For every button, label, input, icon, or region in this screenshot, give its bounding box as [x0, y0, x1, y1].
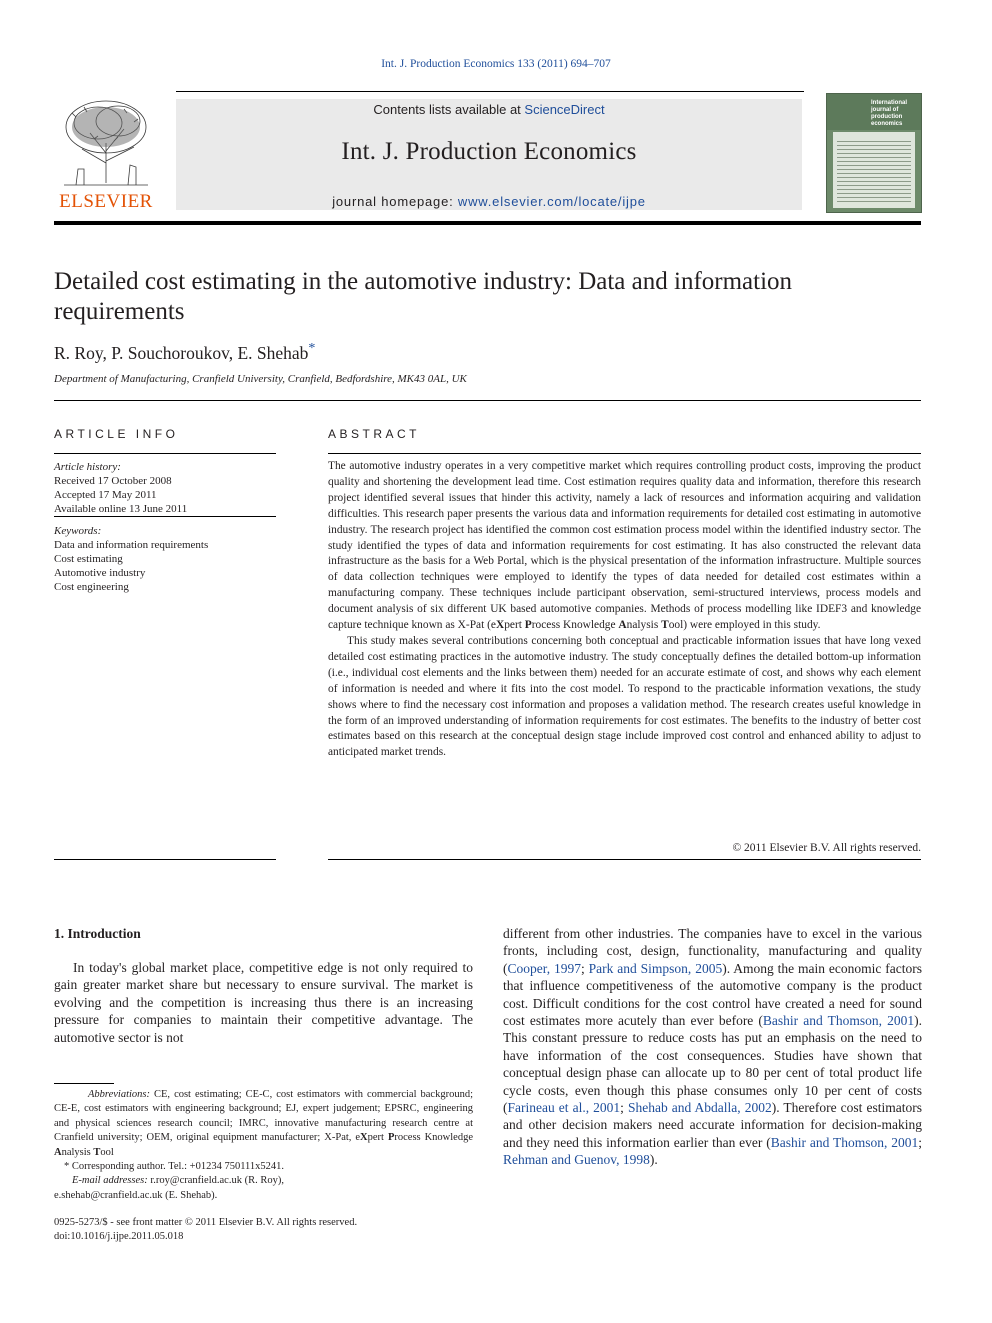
front-matter: [54, 1216, 357, 1245]
abbreviations-footnote: Abbreviations: CE, cost estimating; CE-C, cost estimators with commercial background; CE-E, cost estimators with engineering background; EJ, expert judgement; EPSRC, engineering and physical sciences research council; IMRC, innovative manufacturing research centre at Cranfield university; OEM, original equipment manufacturer; X-Pat, eXpert Process Knowledge Analysis Tool: [54, 1089, 473, 1158]
reference-link[interactable]: Bashir and Thomson, 2001: [770, 1134, 919, 1150]
affiliation: Department of Manufacturing, Cranfield University, Cranfield, Bedfordshire, MK43 0AL, UK: [54, 373, 467, 385]
section-heading-introduction: 1. Introduction: [54, 926, 141, 941]
keyword-item: Cost engineering: [54, 581, 129, 593]
homepage-link[interactable]: www.elsevier.com/locate/ijpe: [457, 194, 646, 209]
online-date: Available online 13 June 2011: [54, 503, 188, 515]
reference-link[interactable]: Park and Simpson, 2005: [588, 960, 723, 976]
received-date: Received 17 October 2008: [54, 475, 172, 487]
corresponding-author-mark[interactable]: *: [308, 341, 316, 356]
abstract-heading: ABSTRACT: [328, 427, 421, 441]
keywords-block: [54, 524, 276, 594]
title-rule: [54, 400, 921, 401]
intro-paragraph-continued: different from other industries. The companies have to excel in the various fronts, including cost, design, functionality, manufacturing and quality (Cooper, 1997; Park and Simpson, 2005). Among the main economic factors that influence competitiveness of the automotive company is the product cost. Difficult conditions for the cost control have created a need for sound cost estimates more acutely than ever before (Bashir and Thomson, 2001). This constant pressure to reduce costs has put an emphasis on the need to have information of the cost consequences. Studies have shown that conceptual design phase can allocate up to 80 per cent of total product life cycle costs, even though this phase consumes only 10 per cent of costs (Farineau et al., 2001; Shehab and Abdalla, 2002). Therefore cost estimators and other decision makers need accurate information for decision-making and they need this information earlier than ever (Bashir and Thomson, 2001; Rehman and Guenov, 1998).: [503, 926, 922, 1168]
header-rule: [54, 221, 921, 225]
homepage-prefix: journal homepage:: [332, 194, 458, 209]
cover-title: International journal of production economics: [871, 100, 908, 127]
intro-paragraph: In today's global market place, competitive edge is not only required to gain greater market share but necessary to ensure survival. The market is evolving and the competition is increasing thus there is an increasing pressure for companies to maintain their competitive advantage. The automotive sector is not: [54, 960, 473, 1045]
article-title: Detailed cost estimating in the automotive industry: Data and information requirements: [54, 268, 793, 325]
keyword-item: Automotive industry: [54, 567, 146, 579]
abstract-rule: [328, 453, 921, 454]
corresponding-author-footnote: * Corresponding author. Tel.: +01234 750111x5241.: [64, 1161, 285, 1173]
keyword-item: Cost estimating: [54, 553, 123, 565]
journal-title: Int. J. Production Economics: [341, 138, 637, 165]
abstract-paragraph-1: The automotive industry operates in a very competitive market which requires controlling product costs, improving the product quality and shortening the development lead time. Cost estimation requires quality data and information, therefore this research project identified several issues that hinder this activity, namely a lack of resources and information acquiring and validation difficulties. This research paper presents the various data and information requirements for detailed cost estimating in automotive industry. The research project has identified the common cost estimation process model within the identified industry sector. The study identified the types of data and information requirements for cost estimating. It has also constructed the relevant data infrastructure as the basis for a Web Portal, which is the physical presentation of the information infrastructure. Multiple sources of data collection techniques were employed to identify the types of data needed for detailed cost estimates within a manufacturing company. These techniques include participant observation, semi-structured interviews, process models and document analysis of six different UK based automotive companies. Methods of process modelling like IDEF3 and knowledge capture technique known as X-Pat (eXpert Process Knowledge Analysis Tool) were employed in this study.: [328, 460, 921, 632]
article-info-bottom-rule: [54, 859, 276, 860]
keywords-label: Keywords:: [54, 525, 102, 537]
body-column-right: [503, 925, 922, 1169]
keyword-item: Data and information requirements: [54, 539, 209, 551]
reference-link[interactable]: Farineau et al., 2001: [507, 1100, 621, 1116]
article-info-rule: [54, 453, 276, 454]
header-top-rule: [176, 91, 804, 92]
journal-homepage: [176, 194, 802, 209]
accepted-date: Accepted 17 May 2011: [54, 489, 157, 501]
reference-link[interactable]: Bashir and Thomson, 2001: [762, 1013, 915, 1029]
reference-link[interactable]: Rehman and Guenov, 1998: [503, 1152, 650, 1168]
journal-cover-image: [826, 93, 922, 213]
history-rule: [54, 516, 276, 517]
article-history: [54, 460, 276, 516]
authors-line: [54, 341, 315, 364]
reference-link[interactable]: Shehab and Abdalla, 2002: [627, 1100, 772, 1116]
contents-line: [176, 102, 802, 117]
abstract-bottom-rule: [328, 859, 921, 860]
history-label: Article history:: [54, 461, 121, 473]
journal-citation[interactable]: Int. J. Production Economics 133 (2011) 694–707: [381, 58, 611, 70]
contents-prefix: Contents lists available at: [373, 102, 525, 117]
doi-line[interactable]: doi:10.1016/j.ijpe.2011.05.018: [54, 1231, 184, 1243]
body-column-left: [54, 959, 473, 1046]
footnotes: [54, 1088, 473, 1203]
email-roy[interactable]: r.roy@cranfield.ac.uk (R. Roy),: [147, 1175, 284, 1187]
email-footnote: E-mail addresses: r.roy@cranfield.ac.uk (R. Roy),: [72, 1175, 284, 1187]
abstract-copyright: © 2011 Elsevier B.V. All rights reserved.: [732, 842, 921, 854]
elsevier-wordmark: ELSEVIER: [59, 191, 153, 212]
authors: R. Roy, P. Souchoroukov, E. Shehab: [54, 342, 309, 363]
article-info-heading: ARTICLE INFO: [54, 427, 179, 441]
reference-link[interactable]: Cooper, 1997: [507, 960, 581, 976]
footnote-rule: [54, 1083, 114, 1084]
email-shehab[interactable]: e.shehab@cranfield.ac.uk (E. Shehab).: [54, 1189, 218, 1201]
abstract-paragraph-2: This study makes several contributions concerning both conceptual and practicable information issues that have long vexed detailed cost estimating practices in the automotive industry. The study conceptually defines the detailed bottom-up information (i.e., individual cost elements and the links between them) needed for an accurate estimate of cost, and shows why each element of information is needed and where it fits into the cost model. To respond to the practicable information vexations, the study shows where to find the necessary cost information and proposes a validation method. The research creates useful knowledge in the form of an improved understanding of information requirements for cost estimates. The benefits to the industry of better cost estimates based on this research at the conceptual design stage include improved cost control and enhanced ability to adjust to anticipated market trends.: [328, 634, 921, 759]
sciencedirect-link[interactable]: ScienceDirect: [524, 102, 605, 117]
issn-line: 0925-5273/$ - see front matter © 2011 Elsevier B.V. All rights reserved.: [54, 1217, 358, 1228]
abstract-body: [328, 459, 921, 761]
